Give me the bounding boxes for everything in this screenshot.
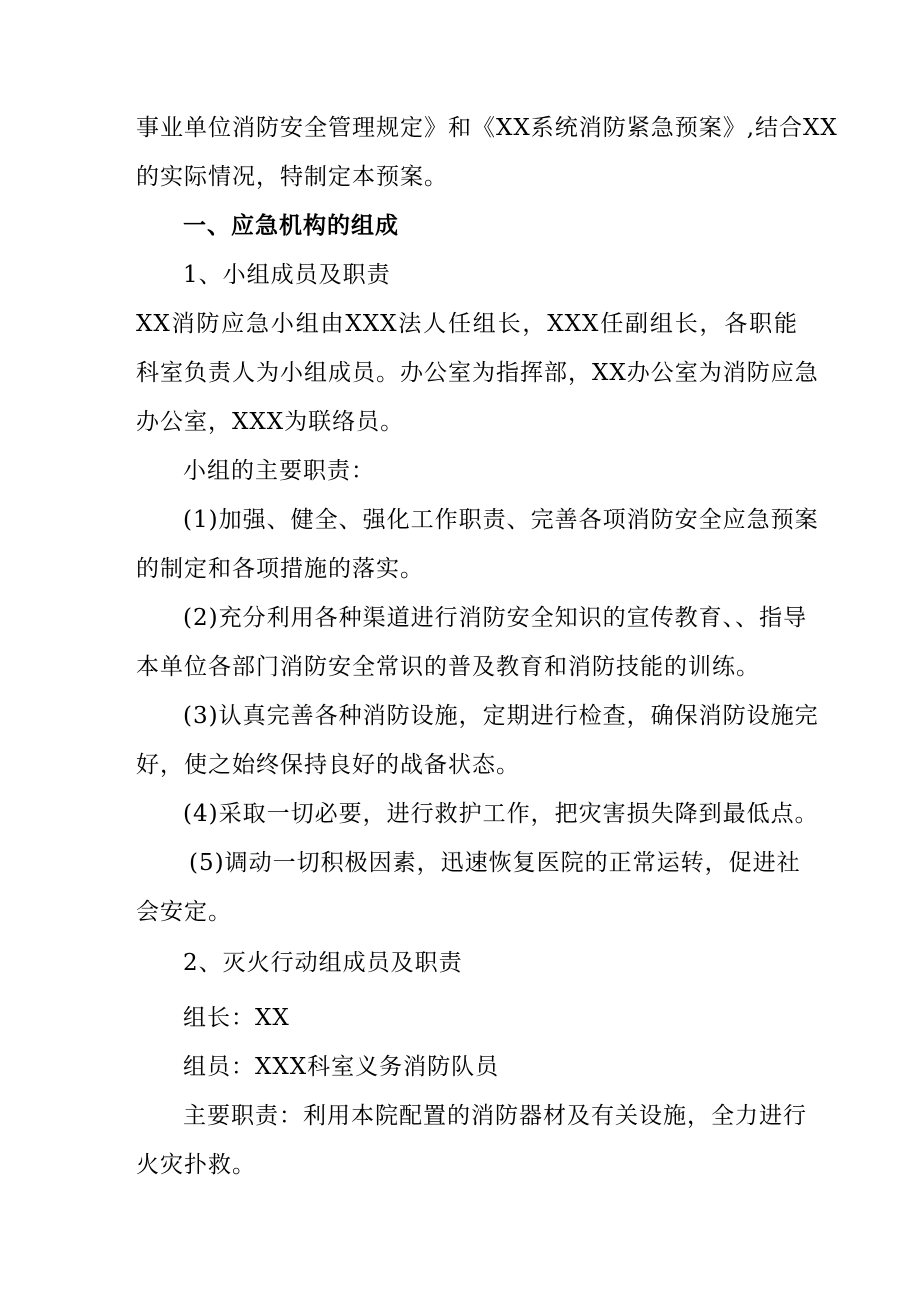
list-item-5-line-1: (5)调动一切积极因素，迅速恢复医院的正常运转，促进社 <box>189 850 801 876</box>
list-item-5-line-2: 会安定。 <box>136 899 232 925</box>
list-item-4: (4)采取一切必要，进行救护工作，把灾害损失降到最低点。 <box>183 801 819 827</box>
paragraph-line-1: 事业单位消防安全管理规定》和《XX系统消防紧急预案》,结合XX <box>136 115 838 141</box>
list-item-3-line-2: 好，使之始终保持良好的战备状态。 <box>136 752 520 778</box>
list-item-1-line-1: (1)加强、健全、强化工作职责、完善各项消防安全应急预案 <box>183 507 819 533</box>
list-item-2-line-2: 本单位各部门消防安全常识的普及教育和消防技能的训练。 <box>136 654 760 680</box>
subsection-heading-1: 1、小组成员及职责 <box>183 262 391 288</box>
paragraph-line-3: XX消防应急小组由XXX法人任组长，XXX任副组长，各职能 <box>136 311 798 337</box>
subsection-heading-2: 2、灭火行动组成员及职责 <box>183 950 463 976</box>
section-heading-1: 一、应急机构的组成 <box>183 213 399 239</box>
group-members-line: 组员：XXX科室义务消防队员 <box>183 1054 500 1080</box>
group-leader-line: 组长：XX <box>183 1005 290 1031</box>
list-item-2-line-1: (2)充分利用各种渠道进行消防安全知识的宣传教育、、指导 <box>183 605 808 631</box>
list-item-3-line-1: (3)认真完善各种消防设施，定期进行检查，确保消防设施完 <box>183 703 819 729</box>
main-duties-line-2: 火灾扑救。 <box>136 1152 256 1178</box>
paragraph-line-2: 的实际情况，特制定本预案。 <box>136 164 448 190</box>
main-duties-line-1: 主要职责：利用本院配置的消防器材及有关设施，全力进行 <box>183 1103 807 1129</box>
paragraph-line-5: 办公室，XXX为联络员。 <box>136 409 405 435</box>
paragraph-line-6: 小组的主要职责： <box>183 458 375 484</box>
paragraph-line-4: 科室负责人为小组成员。办公室为指挥部，XX办公室为消防应急 <box>136 360 819 386</box>
list-item-1-line-2: 的制定和各项措施的落实。 <box>136 556 424 582</box>
